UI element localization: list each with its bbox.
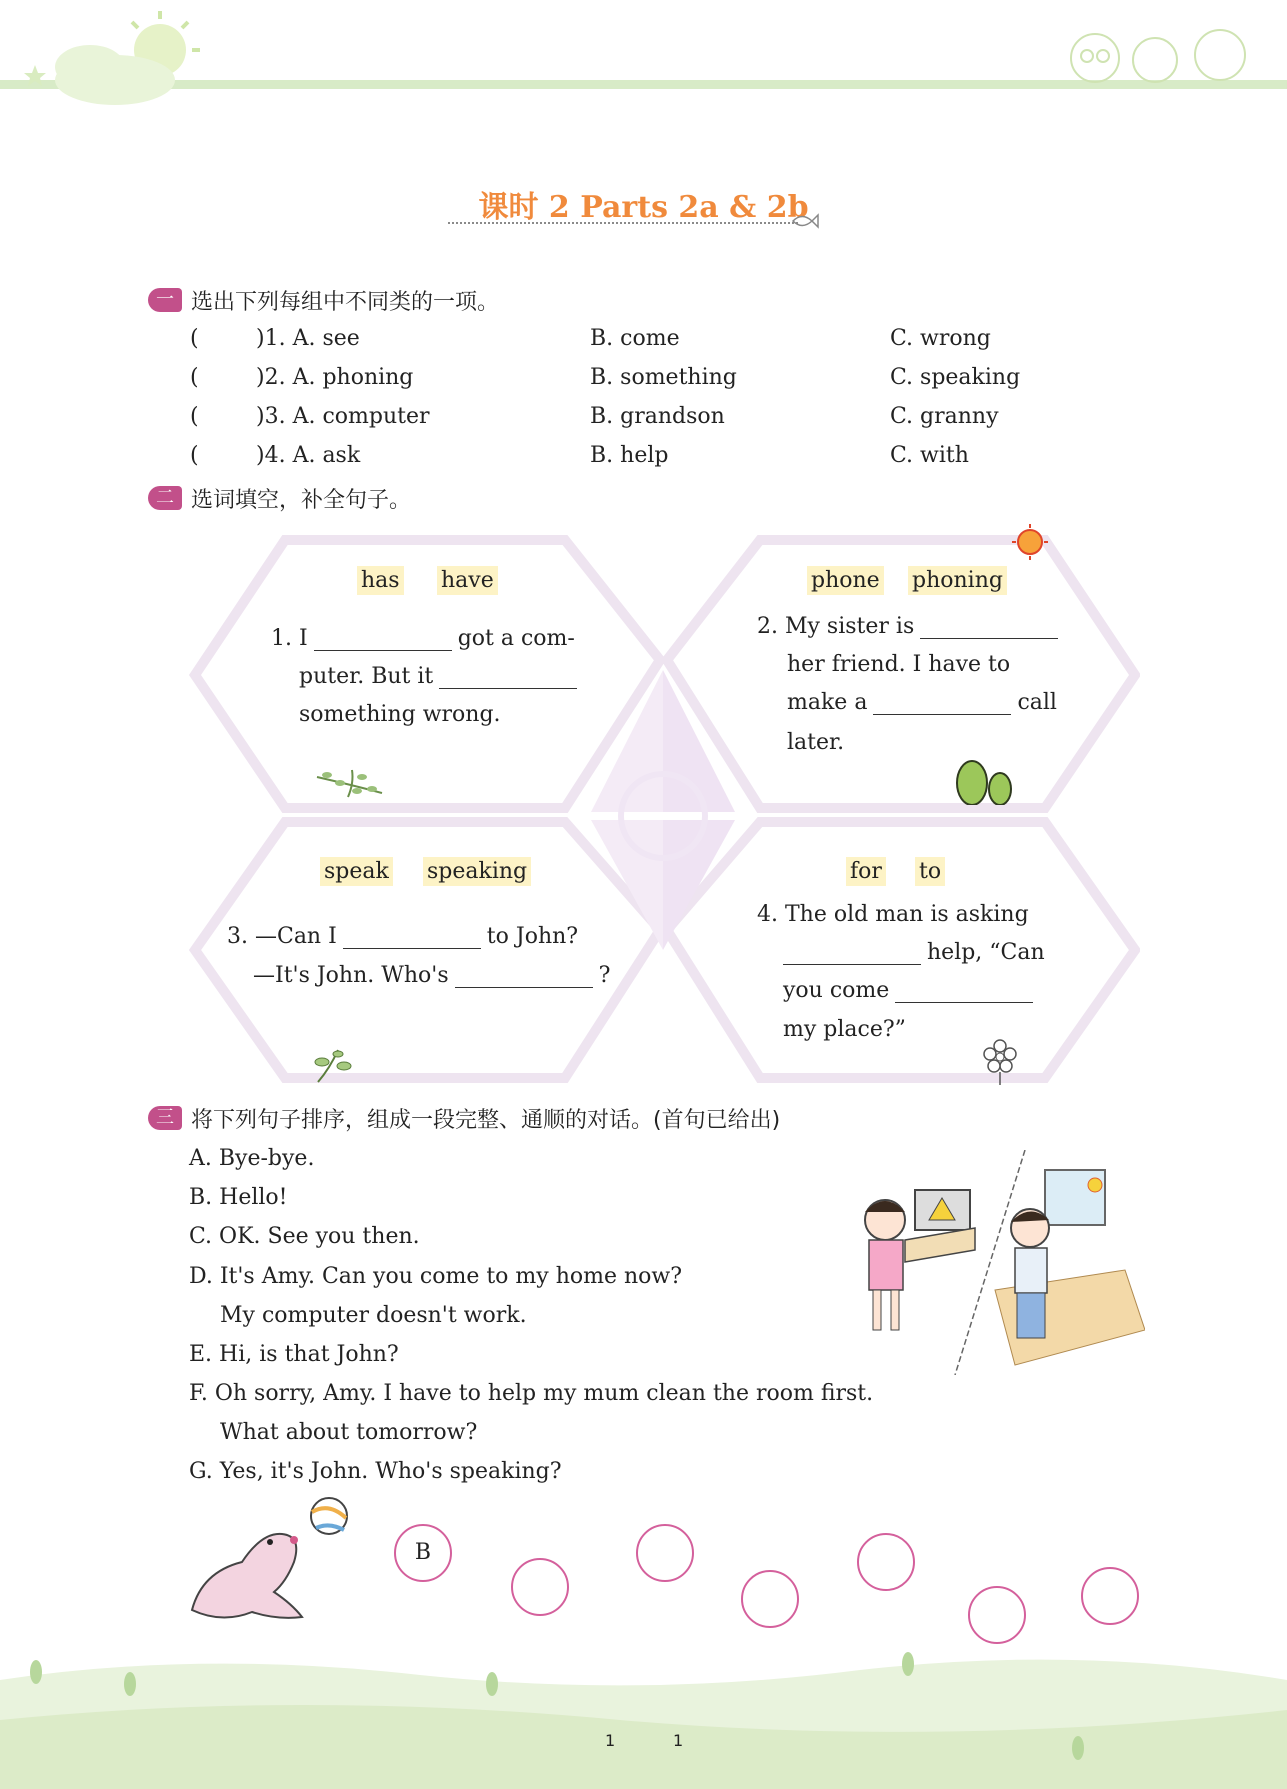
q3-line2: —It's John. Who's ? [253, 963, 611, 988]
s3-line-d: D. It's Amy. Can you come to my home now? [189, 1264, 683, 1289]
s3-line-g: G. Yes, it's John. Who's speaking? [189, 1459, 562, 1484]
s1-item3-c: C. granny [890, 404, 999, 429]
s3-line-c: C. OK. See you then. [189, 1224, 420, 1249]
q4-word-to: to [915, 857, 945, 886]
s1-item1-c: C. wrong [890, 326, 991, 351]
sprout-icon [308, 1048, 358, 1084]
phone-call-illustration [845, 1150, 1145, 1375]
s1-item3-a: )3. A. computer [256, 404, 430, 429]
s1-item4-a: )4. A. ask [256, 443, 361, 468]
plant-icon [312, 765, 392, 800]
q1-line3: something wrong. [299, 702, 501, 727]
section2-badge: 二 [148, 486, 182, 510]
order-circle-4[interactable] [741, 1570, 799, 1628]
s1-item1-b: B. come [590, 326, 680, 351]
order-circle-2[interactable] [511, 1558, 569, 1616]
lesson-title: 课时 2 Parts 2a & 2b [478, 190, 809, 225]
sun-icon [1010, 522, 1050, 562]
s1-item4-b: B. help [590, 443, 669, 468]
q1-line1: 1. I got a com- [271, 626, 575, 651]
cloud-sun-decoration [20, 5, 210, 115]
section1-heading: 选出下列每组中不同类的一项。 [191, 290, 500, 315]
section1-badge: 一 [148, 288, 182, 312]
q4-line3: you come [783, 978, 1039, 1003]
s1-item2-b: B. something [590, 365, 737, 390]
q2-blank2[interactable] [873, 692, 1011, 715]
q2-line1: 2. My sister is [757, 614, 1064, 639]
q4-line4: my place?” [783, 1017, 906, 1042]
q3-paren: ( [190, 404, 199, 429]
order-circle-6[interactable] [968, 1586, 1026, 1644]
q1-word-has: has [357, 566, 404, 595]
q2-line3: make a call [787, 690, 1057, 715]
q3-line1: 3. —Can I to John? [227, 924, 579, 949]
q4-blank2[interactable] [895, 980, 1033, 1003]
q1-blank2[interactable] [439, 666, 577, 689]
q1-line2: puter. But it [299, 664, 583, 689]
q4-word-for: for [846, 857, 886, 886]
q2-word-phone: phone [807, 566, 884, 595]
order-circle-1: B [394, 1524, 452, 1582]
q2-paren: ( [190, 365, 199, 390]
seal-with-ball-illustration [182, 1492, 352, 1642]
q1-blank1[interactable] [314, 628, 452, 651]
section3-heading: 将下列句子排序，组成一段完整、通顺的对话。(首句已给出) [191, 1108, 781, 1133]
q4-line2: help, “Can [777, 940, 1045, 965]
s3-line-f: F. Oh sorry, Amy. I have to help my mum clean the room first. [189, 1381, 874, 1406]
s3-line-e: E. Hi, is that John? [189, 1342, 399, 1367]
page-number-left: 1 [605, 1731, 616, 1750]
q4-paren: ( [190, 443, 199, 468]
order-circle-3[interactable] [636, 1524, 694, 1582]
s3-line-b: B. Hello! [189, 1185, 288, 1210]
order-circle-7[interactable] [1081, 1567, 1139, 1625]
s1-item2-c: C. speaking [890, 365, 1021, 390]
s1-item4-c: C. with [890, 443, 969, 468]
q3-blank1[interactable] [343, 926, 481, 949]
q4-blank1[interactable] [783, 942, 921, 965]
section2-heading: 选词填空，补全句子。 [191, 488, 412, 513]
s3-line-a: A. Bye-bye. [189, 1146, 315, 1171]
q3-blank2[interactable] [455, 965, 593, 988]
s1-item1-a: )1. A. see [256, 326, 360, 351]
q3-word-speaking: speaking [423, 857, 531, 886]
flower-icon [980, 1038, 1020, 1086]
q1-paren: ( [190, 326, 199, 351]
title-underline [448, 222, 798, 224]
q4-line1: 4. The old man is asking [757, 902, 1029, 927]
s1-item3-b: B. grandson [590, 404, 725, 429]
q2-blank1[interactable] [920, 616, 1058, 639]
q2-line4: later. [787, 730, 845, 755]
q3-word-speak: speak [320, 857, 393, 886]
section3-badge: 三 [148, 1106, 182, 1130]
s3-line-f2: What about tomorrow? [220, 1420, 478, 1445]
q2-word-phoning: phoning [908, 566, 1007, 595]
q2-line2: her friend. I have to [787, 652, 1011, 677]
animal-faces-decoration [1060, 20, 1260, 90]
s3-line-d2: My computer doesn't work. [220, 1303, 527, 1328]
q1-word-have: have [437, 566, 498, 595]
page-number-right: 1 [673, 1731, 684, 1750]
bottom-landscape-decoration [0, 1640, 1287, 1789]
s1-item2-a: )2. A. phoning [256, 365, 414, 390]
order-circle-5[interactable] [857, 1533, 915, 1591]
fish-icon [790, 210, 820, 232]
cactus-icon [950, 755, 1020, 805]
